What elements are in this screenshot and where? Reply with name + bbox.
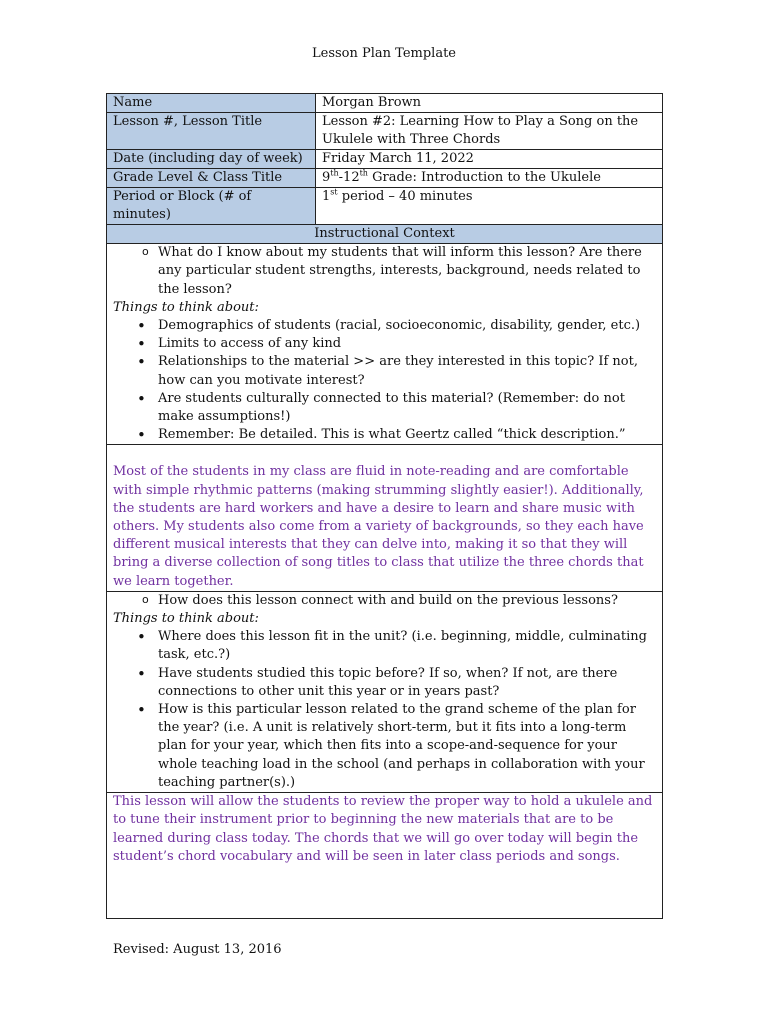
section1-answer: Most of the students in my class are fluid in note-reading and are comfortable with simple rhythmic patterns (making strumming slightly easier!). Additionally, the students are hard workers and have a desire to learn and share music with others. My students also come from a variety of backgrounds, so they each have different musical interests that they can delve into, making it so that they will bring a diverse collection of song titles to class that utilize the three chords that we learn together. (107, 445, 663, 591)
list-item: • Remember: Be detailed. This is what Geertz called “thick description.” (113, 426, 656, 444)
lesson-label: Lesson #, Lesson Title (107, 113, 316, 150)
date-label: Date (including day of week) (107, 150, 316, 169)
grade-label: Grade Level & Class Title (107, 169, 316, 188)
list-item: • Where does this lesson fit in the unit? (i.e. beginning, middle, culminating task, etc.?) (113, 628, 656, 664)
section2-think-label: Things to think about: (113, 611, 259, 627)
section1-prompt (107, 244, 663, 445)
section1-question: o What do I know about my students that will inform this lesson? Are there any particular student strengths, interests, background, needs related to the lesson? (113, 244, 656, 299)
instructional-context-table (106, 224, 663, 919)
name-value: Morgan Brown (316, 94, 663, 113)
context-heading: Instructional Context (107, 225, 663, 244)
grade-value (316, 169, 663, 188)
date-value: Friday March 11, 2022 (316, 150, 663, 169)
date-row (107, 150, 663, 169)
lesson-info-table (106, 93, 663, 225)
list-item: • Have students studied this topic before? If so, when? If not, are there connections to other unit this year or in years past? (113, 665, 656, 701)
section1-bullets (113, 317, 656, 444)
section2-prompt-row (107, 591, 663, 792)
period-label: Period or Block (# of minutes) (107, 188, 316, 225)
lesson-value: Lesson #2: Learning How to Play a Song on the Ukulele with Three Chords (316, 113, 663, 150)
context-header-row (107, 225, 663, 244)
section1-answer-row (107, 445, 663, 591)
section2-prompt (107, 591, 663, 792)
period-row (107, 188, 663, 225)
name-label: Name (107, 94, 316, 113)
section1-prompt-row (107, 244, 663, 445)
period-prefix: 1 (322, 189, 331, 204)
list-item: • Demographics of students (racial, socioeconomic, disability, gender, etc.) (113, 317, 656, 335)
section1-think-label: Things to think about: (113, 299, 259, 315)
section2-answer-row (107, 793, 663, 919)
section2-answer: This lesson will allow the students to review the proper way to hold a ukulele and to tune their instrument prior to beginning the new materials that are to be learned during class today. The chords that we will go over today will begin the student’s chord vocabulary and will be seen in later class periods and songs. (107, 793, 663, 919)
list-item: • Relationships to the material >> are they interested in this topic? If not, how can you motivate interest? (113, 353, 656, 389)
revised-date: Revised: August 13, 2016 (113, 942, 282, 957)
period-sup: st (330, 187, 338, 197)
period-suffix: period – 40 minutes (337, 189, 473, 204)
section2-bullets (113, 628, 656, 792)
list-item: • How is this particular lesson related to the grand scheme of the plan for the year? (i.e. A unit is relatively short-term, but it fits into a long-term plan for your year, which then fits into a scope-and-sequence for your whole teaching load in the school (and perhaps in collaboration with your teaching partner(s).) (113, 701, 656, 792)
grade-mid: -12 (338, 170, 360, 185)
grade-row (107, 169, 663, 188)
list-item: • Are students culturally connected to this material? (Remember: do not make assumptions!) (113, 390, 656, 426)
section1-question-list (113, 244, 656, 299)
grade-prefix: 9 (322, 170, 331, 185)
lesson-row (107, 113, 663, 150)
name-row (107, 94, 663, 113)
grade-sup-2: th (359, 168, 368, 178)
page-title: Lesson Plan Template (312, 46, 456, 61)
section2-question: o How does this lesson connect with and build on the previous lessons? (113, 592, 656, 610)
section2-question-list (113, 592, 656, 610)
grade-suffix: Grade: Introduction to the Ukulele (367, 170, 601, 185)
grade-sup-1: th (330, 168, 339, 178)
period-value (316, 188, 663, 225)
list-item: • Limits to access of any kind (113, 335, 656, 353)
